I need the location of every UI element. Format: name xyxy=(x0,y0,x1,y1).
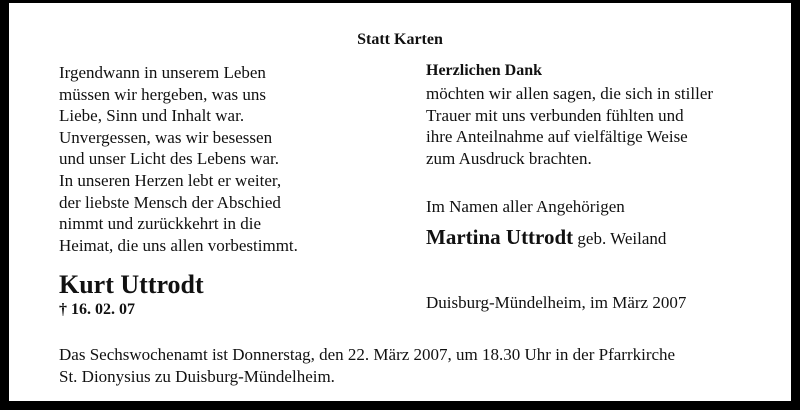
signer-suffix: geb. Weiland xyxy=(577,229,667,248)
death-date: † 16. 02. 07 xyxy=(59,301,135,318)
service-line: Das Sechswochenamt ist Donnerstag, den 22. März 2007, um 18.30 Uhr in der Pfarrkirche xyxy=(59,345,676,364)
poem-line: Unvergessen, was wir besessen xyxy=(59,127,273,147)
poem-line: In unseren Herzen lebt er weiter, xyxy=(59,170,282,190)
poem-line: und unser Licht des Lebens war. xyxy=(59,149,279,169)
family-intro: Im Namen aller Angehörigen xyxy=(426,197,625,216)
signature xyxy=(426,225,666,250)
poem-line: müssen wir hergeben, was uns xyxy=(59,84,266,104)
deceased-name: Kurt Uttrodt xyxy=(59,270,204,299)
poem-line: nimmt und zurückkehrt in die xyxy=(59,214,262,234)
thanks-text xyxy=(426,83,713,169)
notice-heading: Statt Karten xyxy=(357,31,443,48)
poem-line: der liebste Mensch der Abschied xyxy=(59,192,281,212)
memorial-poem xyxy=(59,62,389,256)
thanks-line: ihre Anteilnahme auf vielfältige Weise xyxy=(426,127,688,147)
thanks-line: Trauer mit uns verbunden fühlten und xyxy=(426,105,684,125)
thanks-title: Herzlichen Dank xyxy=(426,62,542,79)
thanks-line: zum Ausdruck brachten. xyxy=(426,148,592,168)
poem-line: Heimat, die uns allen vorbestimmt. xyxy=(59,235,298,255)
signer-name: Martina Uttrodt xyxy=(426,225,574,249)
service-line: St. Dionysius zu Duisburg-Mündelheim. xyxy=(59,366,335,386)
poem-line: Irgendwann in unserem Leben xyxy=(59,63,266,82)
poem-line: Liebe, Sinn und Inhalt war. xyxy=(59,106,245,126)
place-date: Duisburg-Mündelheim, im März 2007 xyxy=(426,293,687,312)
service-announcement xyxy=(59,344,675,387)
thanks-line: möchten wir allen sagen, die sich in stiller xyxy=(426,84,714,103)
